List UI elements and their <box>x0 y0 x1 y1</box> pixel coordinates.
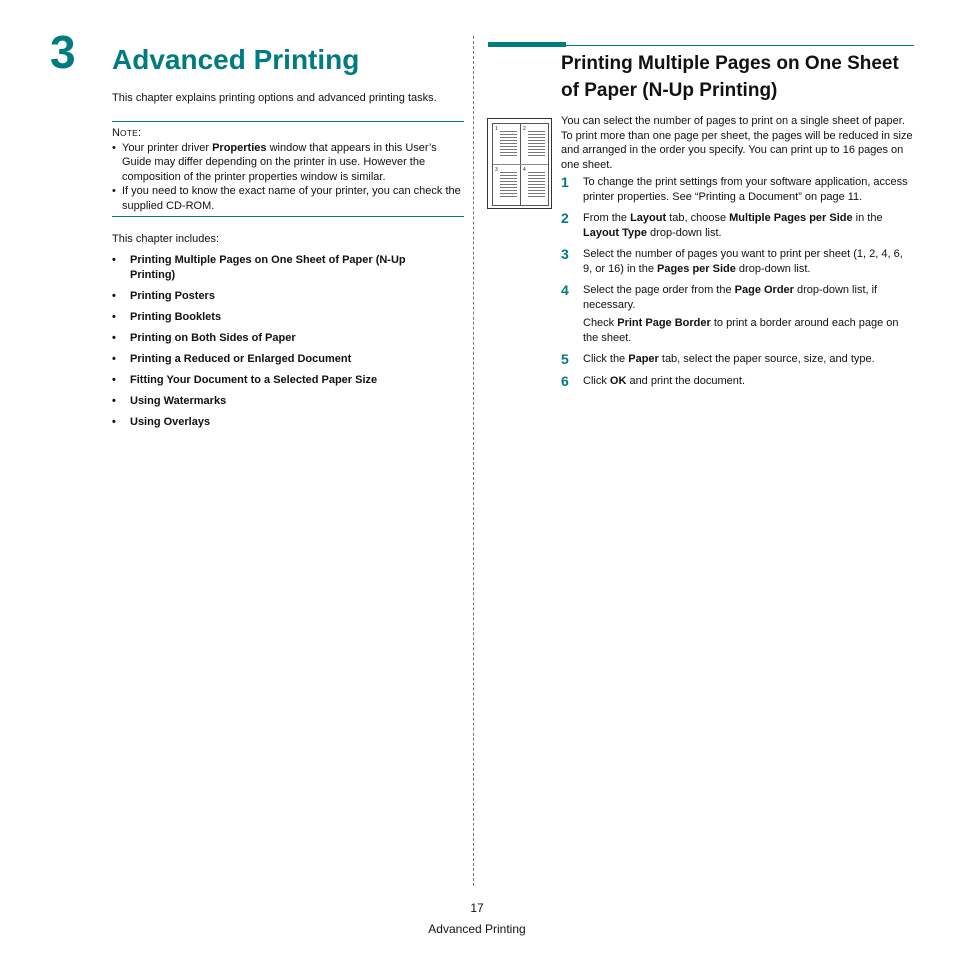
text-run: to print a border around each page on the sheet. <box>583 317 899 344</box>
chapter-title: Advanced Printing <box>112 44 360 75</box>
contents-item[interactable]: • Using Overlays <box>112 415 442 430</box>
note-item <box>112 184 464 213</box>
thumbnail-page-number: 1 <box>495 126 498 132</box>
text-run: drop-down list, if necessary. <box>583 284 878 311</box>
text-run: To change the print settings from your software application, access printer properties. See “Printing a Document” on page 11. <box>583 176 908 203</box>
text-run: If you need to know the exact name of your printer, you can check the supplied CD-ROM. <box>122 185 461 212</box>
note-list <box>112 141 464 214</box>
note-top-rule <box>112 121 464 122</box>
step-text <box>583 211 913 240</box>
step-number: 3 <box>561 246 569 262</box>
thumbnail-page-number: 2 <box>523 126 526 132</box>
step-text <box>583 247 913 276</box>
step-number: 6 <box>561 372 569 389</box>
contents-item[interactable]: • Printing Booklets <box>112 310 442 325</box>
bold-text: OK <box>609 374 627 387</box>
contents-item[interactable]: • Using Watermarks <box>112 394 442 409</box>
step-text <box>583 283 913 312</box>
thumbnail-page-number: 3 <box>495 167 498 173</box>
text-run: drop-down list. <box>646 226 722 239</box>
step-text <box>583 374 913 389</box>
bold-text: Properties <box>212 141 267 154</box>
step-text <box>583 175 913 204</box>
text-run: in the <box>852 212 883 224</box>
bold-text: Print Page Border <box>617 317 711 329</box>
text-run: tab, select the paper source, size, and type. <box>658 353 875 365</box>
note-item <box>112 141 464 185</box>
text-run: Your printer driver <box>122 141 213 154</box>
text-run: window that appears in this User’s Guide may differ depending on the printer in use. However the composition of the printer properties window is similar. <box>122 141 437 183</box>
bold-text: Pages per Side <box>657 262 736 275</box>
contents-item[interactable]: • Printing Multiple Pages on One Sheet of Paper (N-Up Printing) <box>112 253 442 282</box>
section-intro: You can select the number of pages to print on a single sheet of paper. To print more than one page per sheet, the pages will be reduced in size and arranged in the order you specify. You can print up to 16 pages on one sheet. <box>561 115 913 171</box>
bold-text: Multiple Pages per Side <box>729 212 853 224</box>
text-run: tab, choose <box>666 212 730 224</box>
column-divider <box>473 36 474 886</box>
step-number: 1 <box>561 174 569 190</box>
chapter-intro: This chapter explains printing options and advanced printing tasks. <box>112 92 437 104</box>
step-text <box>583 352 913 367</box>
n-up-thumbnail-illustration <box>487 118 552 209</box>
thumbnail-page-number: 4 <box>523 167 526 173</box>
note-box <box>112 126 464 213</box>
section-accent-bar <box>488 42 566 47</box>
bold-text: Page Order <box>734 284 794 296</box>
contents-item[interactable]: • Printing Posters <box>112 289 442 304</box>
text-run: Select the number of pages you want to print per sheet (1, 2, 4, 6, 9, or 16) in the <box>583 248 903 275</box>
bold-text: Paper <box>628 353 659 365</box>
note-bottom-rule <box>112 216 464 217</box>
text-run: Check <box>583 317 618 329</box>
step-number: 2 <box>561 210 569 226</box>
chapter-contents-list <box>112 253 442 436</box>
text-run: From the <box>583 212 631 224</box>
bold-text: Layout Type <box>583 226 647 239</box>
contents-item[interactable]: • Printing a Reduced or Enlarged Document <box>112 352 442 367</box>
step-item <box>561 352 913 367</box>
text-run: Select the page order from the <box>583 284 735 296</box>
step-item <box>561 175 913 204</box>
section-title: Printing Multiple Pages on One Sheet of Paper (N-Up Printing) <box>561 53 899 101</box>
step-item <box>561 247 913 276</box>
step-extra-text <box>583 316 913 345</box>
contents-item[interactable]: • Fitting Your Document to a Selected Paper Size <box>112 373 442 388</box>
step-number: 4 <box>561 282 569 298</box>
text-run: and print the document. <box>626 374 746 387</box>
page-number: 17 <box>470 901 484 915</box>
step-item <box>561 374 913 389</box>
chapter-number: 3 <box>50 26 76 78</box>
text-run: Click the <box>583 353 629 365</box>
procedure-steps <box>561 175 913 395</box>
step-number: 5 <box>561 351 569 367</box>
step-item <box>561 283 913 345</box>
contents-item[interactable]: • Printing on Both Sides of Paper <box>112 331 442 346</box>
note-heading: NOTE: <box>112 127 142 139</box>
includes-label: This chapter includes: <box>112 233 219 245</box>
step-item <box>561 211 913 240</box>
text-run: drop-down list. <box>735 262 811 275</box>
section-rule <box>566 45 914 46</box>
bold-text: Layout <box>630 212 667 224</box>
text-run: Click <box>583 374 610 387</box>
footer-chapter-name: Advanced Printing <box>428 922 526 936</box>
